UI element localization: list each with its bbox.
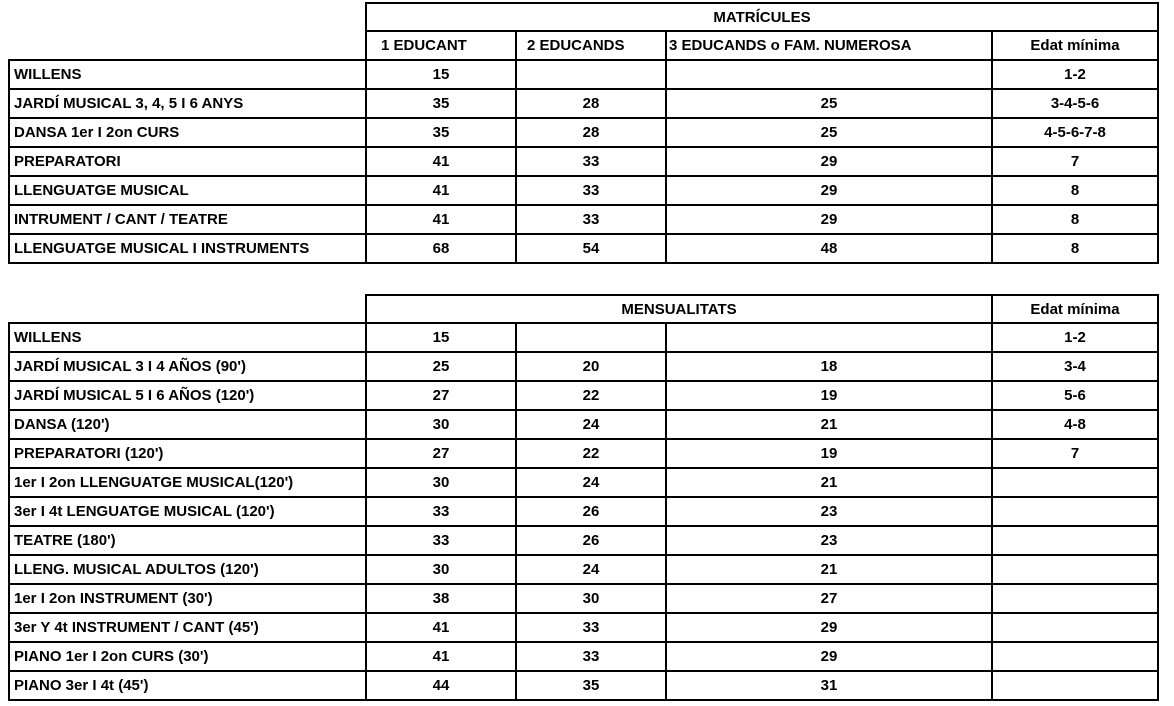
two-educands-cell: 33 [516,205,666,234]
three-educands-cell: 21 [666,410,992,439]
table-row [9,381,1158,410]
matricules-table [8,2,1159,264]
three-educands-cell: 21 [666,468,992,497]
one-educant-cell: 38 [366,584,516,613]
mensualitats-title: MENSUALITATS [366,295,992,323]
edat-minima-cell [992,555,1158,584]
edat-minima-cell [992,642,1158,671]
blank-cell [9,3,366,31]
three-educands-cell: 48 [666,234,992,263]
one-educant-cell: 35 [366,89,516,118]
row-name-cell: DANSA 1er I 2on CURS [9,118,366,147]
one-educant-cell: 30 [366,410,516,439]
col-header-edat-minima: Edat mínima [992,295,1158,323]
row-name-cell: INTRUMENT / CANT / TEATRE [9,205,366,234]
mensualitats-table [8,294,1159,701]
two-educands-cell: 54 [516,234,666,263]
edat-minima-cell: 5-6 [992,381,1158,410]
table-row [9,60,1158,89]
table-row [9,118,1158,147]
matricules-title-row [9,3,1158,31]
three-educands-cell: 27 [666,584,992,613]
edat-minima-cell: 4-8 [992,410,1158,439]
one-educant-cell: 30 [366,555,516,584]
table-row [9,89,1158,118]
three-educands-cell: 18 [666,352,992,381]
mensualitats-title-row [9,295,1158,323]
row-name-cell: 1er I 2on INSTRUMENT (30') [9,584,366,613]
three-educands-cell [666,60,992,89]
two-educands-cell: 33 [516,176,666,205]
table-row [9,205,1158,234]
edat-minima-cell [992,584,1158,613]
two-educands-cell: 30 [516,584,666,613]
edat-minima-cell [992,526,1158,555]
edat-minima-cell: 1-2 [992,323,1158,352]
row-name-cell: LLENG. MUSICAL ADULTOS (120') [9,555,366,584]
row-name-cell: PIANO 3er I 4t (45') [9,671,366,700]
one-educant-cell: 27 [366,439,516,468]
row-name-cell: WILLENS [9,60,366,89]
three-educands-cell: 31 [666,671,992,700]
edat-minima-cell: 7 [992,147,1158,176]
row-name-cell: PREPARATORI [9,147,366,176]
table-row [9,642,1158,671]
three-educands-cell: 29 [666,613,992,642]
table-row [9,526,1158,555]
edat-minima-cell: 8 [992,176,1158,205]
three-educands-cell [666,323,992,352]
table-row [9,323,1158,352]
row-name-cell: PREPARATORI (120') [9,439,366,468]
one-educant-cell: 27 [366,381,516,410]
two-educands-cell [516,323,666,352]
matricules-title: MATRÍCULES [366,3,1158,31]
table-row [9,147,1158,176]
three-educands-cell: 25 [666,89,992,118]
edat-minima-cell: 1-2 [992,60,1158,89]
three-educands-cell: 23 [666,497,992,526]
row-name-cell: JARDÍ MUSICAL 3, 4, 5 I 6 ANYS [9,89,366,118]
three-educands-cell: 29 [666,205,992,234]
one-educant-cell: 15 [366,60,516,89]
two-educands-cell: 35 [516,671,666,700]
row-name-cell: JARDÍ MUSICAL 3 I 4 AÑOS (90') [9,352,366,381]
three-educands-cell: 19 [666,439,992,468]
col-header-2-educands: 2 EDUCANDS [516,31,666,60]
table-row [9,410,1158,439]
edat-minima-cell: 7 [992,439,1158,468]
table-row [9,584,1158,613]
blank-cell [9,31,366,60]
row-name-cell: WILLENS [9,323,366,352]
two-educands-cell: 28 [516,118,666,147]
three-educands-cell: 29 [666,642,992,671]
row-name-cell: LLENGUATGE MUSICAL I INSTRUMENTS [9,234,366,263]
table-row [9,613,1158,642]
edat-minima-cell [992,497,1158,526]
row-name-cell: 3er Y 4t INSTRUMENT / CANT (45') [9,613,366,642]
row-name-cell: PIANO 1er I 2on CURS (30') [9,642,366,671]
one-educant-cell: 33 [366,497,516,526]
two-educands-cell: 33 [516,147,666,176]
row-name-cell: JARDÍ MUSICAL 5 I 6 AÑOS (120') [9,381,366,410]
three-educands-cell: 19 [666,381,992,410]
two-educands-cell: 28 [516,89,666,118]
table-row [9,671,1158,700]
table-row [9,439,1158,468]
edat-minima-cell [992,613,1158,642]
edat-minima-cell: 4-5-6-7-8 [992,118,1158,147]
table-row [9,234,1158,263]
three-educands-cell: 23 [666,526,992,555]
two-educands-cell: 26 [516,497,666,526]
two-educands-cell: 22 [516,381,666,410]
table-row [9,497,1158,526]
two-educands-cell: 24 [516,555,666,584]
edat-minima-cell: 8 [992,234,1158,263]
col-header-edat-minima: Edat mínima [992,31,1158,60]
three-educands-cell: 25 [666,118,992,147]
col-header-3-educands: 3 EDUCANDS o FAM. NUMEROSA [666,31,992,60]
matricules-column-header-row [9,31,1158,60]
table-row [9,468,1158,497]
table-row [9,555,1158,584]
two-educands-cell [516,60,666,89]
one-educant-cell: 33 [366,526,516,555]
row-name-cell: 1er I 2on LLENGUATGE MUSICAL(120') [9,468,366,497]
two-educands-cell: 22 [516,439,666,468]
col-header-1-educant: 1 EDUCANT [366,31,516,60]
row-name-cell: DANSA (120') [9,410,366,439]
one-educant-cell: 44 [366,671,516,700]
one-educant-cell: 41 [366,147,516,176]
two-educands-cell: 20 [516,352,666,381]
one-educant-cell: 35 [366,118,516,147]
table-row [9,352,1158,381]
three-educands-cell: 21 [666,555,992,584]
edat-minima-cell: 3-4-5-6 [992,89,1158,118]
two-educands-cell: 33 [516,642,666,671]
edat-minima-cell: 3-4 [992,352,1158,381]
one-educant-cell: 68 [366,234,516,263]
edat-minima-cell [992,468,1158,497]
one-educant-cell: 41 [366,642,516,671]
table-row [9,176,1158,205]
row-name-cell: 3er I 4t LENGUATGE MUSICAL (120') [9,497,366,526]
three-educands-cell: 29 [666,147,992,176]
two-educands-cell: 33 [516,613,666,642]
two-educands-cell: 24 [516,410,666,439]
blank-cell [9,295,366,323]
two-educands-cell: 24 [516,468,666,497]
one-educant-cell: 41 [366,205,516,234]
one-educant-cell: 41 [366,613,516,642]
two-educands-cell: 26 [516,526,666,555]
one-educant-cell: 25 [366,352,516,381]
edat-minima-cell: 8 [992,205,1158,234]
one-educant-cell: 30 [366,468,516,497]
one-educant-cell: 41 [366,176,516,205]
row-name-cell: LLENGUATGE MUSICAL [9,176,366,205]
one-educant-cell: 15 [366,323,516,352]
edat-minima-cell [992,671,1158,700]
three-educands-cell: 29 [666,176,992,205]
row-name-cell: TEATRE (180') [9,526,366,555]
